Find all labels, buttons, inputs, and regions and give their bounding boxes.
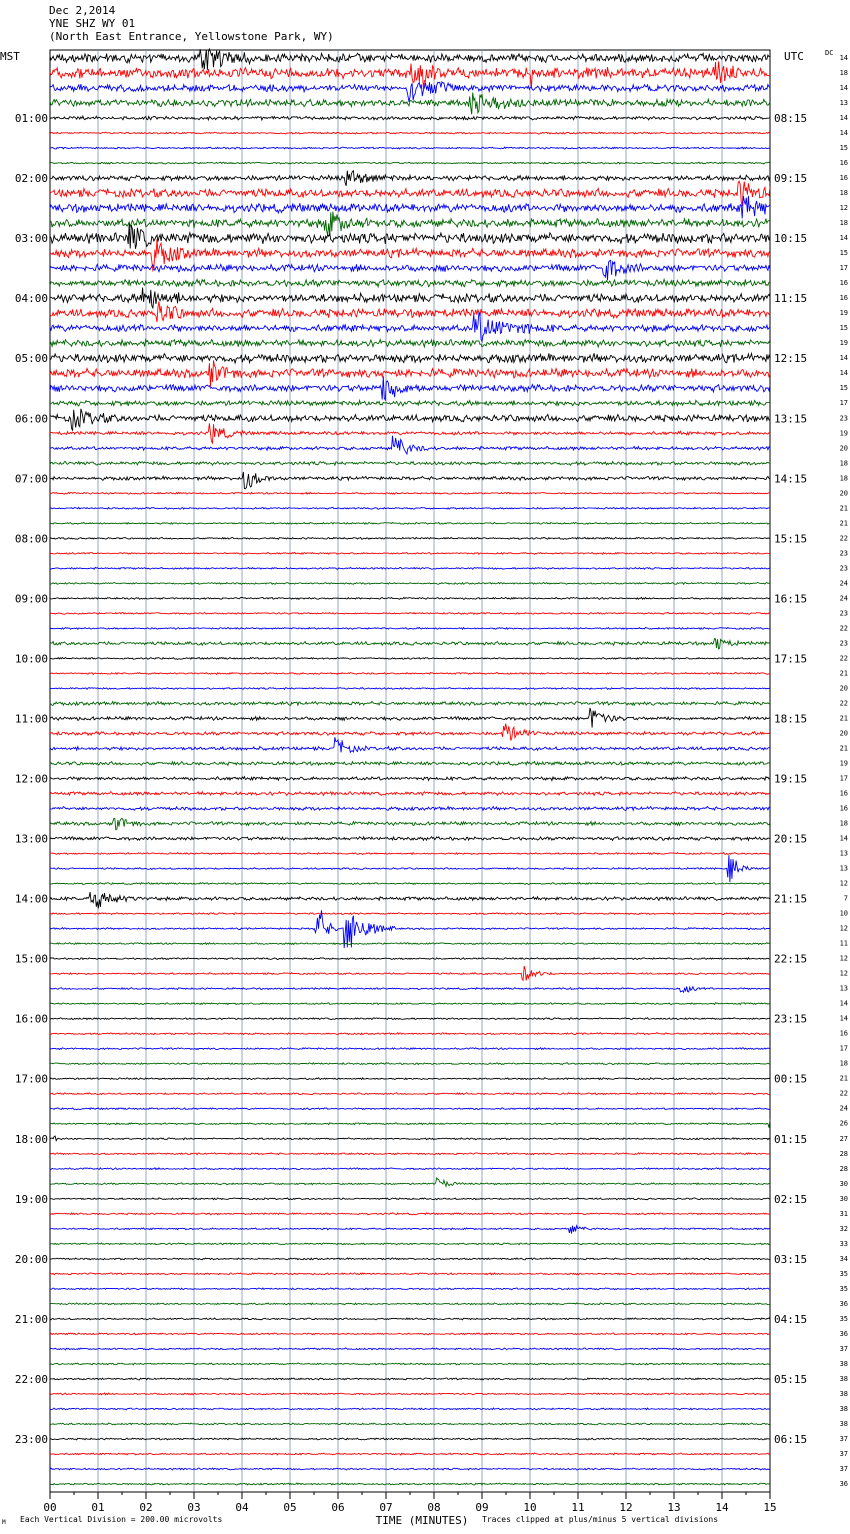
dc-offset-value: 24	[839, 1104, 848, 1113]
x-tick-label: 06	[331, 1501, 345, 1514]
dc-offset-value: 14	[839, 354, 848, 363]
dc-offset-value: 23	[839, 564, 848, 573]
seismic-trace	[50, 1408, 770, 1410]
mst-hour-label: 01:00	[14, 112, 48, 126]
seismic-trace	[50, 1438, 770, 1440]
dc-offset-value: 17	[839, 1044, 848, 1053]
seismic-trace	[50, 522, 770, 524]
utc-hour-label: 21:15	[774, 892, 808, 906]
x-tick-label: 05	[283, 1501, 297, 1514]
seismic-trace	[50, 409, 770, 430]
dc-offset-value: 35	[839, 1269, 848, 1278]
station-location: (North East Entrance, Yellowstone Park, WY)	[49, 30, 334, 43]
dc-offset-value: 26	[839, 1119, 848, 1128]
dc-offset-value: 20	[839, 684, 848, 693]
dc-offset-value: 13	[839, 864, 848, 873]
dc-offset-value: 14	[839, 234, 848, 243]
dc-offset-value: 11	[839, 939, 848, 948]
dc-offset-value: 18	[839, 189, 848, 198]
utc-hour-label: 12:15	[774, 352, 808, 366]
dc-offset-value: 14	[839, 369, 848, 378]
dc-offset-value: 38	[839, 1419, 848, 1428]
seismic-trace	[50, 1243, 770, 1245]
seismic-trace	[50, 260, 770, 280]
utc-hour-label: 18:15	[774, 712, 808, 726]
mst-hour-label: 02:00	[14, 172, 48, 186]
dc-offset-value: 22	[839, 534, 848, 543]
dc-offset-value: 30	[839, 1194, 848, 1203]
dc-offset-value: 20	[839, 444, 848, 453]
x-tick-label: 07	[379, 1501, 393, 1514]
dc-offset-value: 30	[839, 1179, 848, 1188]
seismic-trace	[50, 966, 770, 981]
dc-offset-value: 31	[839, 1209, 848, 1218]
x-tick-label: 12	[619, 1501, 633, 1514]
x-tick-label: 03	[187, 1501, 201, 1514]
dc-offset-value: 15	[839, 144, 848, 153]
dc-offset-value: 15	[839, 384, 848, 393]
dc-offset-value: 22	[839, 699, 848, 708]
dc-offset-value: 22	[839, 624, 848, 633]
seismic-trace	[50, 1063, 770, 1065]
dc-offset-header: DC	[825, 49, 834, 57]
dc-offset-value: 18	[839, 69, 848, 78]
mst-hour-label: 04:00	[14, 292, 48, 306]
dc-offset-value: 38	[839, 1404, 848, 1413]
x-tick-label: 11	[571, 1501, 585, 1514]
seismic-trace	[50, 1213, 770, 1215]
seismic-trace	[50, 1136, 770, 1141]
seismic-trace	[50, 400, 770, 406]
seismic-trace	[50, 537, 770, 539]
dc-offset-value: 21	[839, 744, 848, 753]
mst-hour-label: 14:00	[14, 892, 48, 906]
dc-offset-value: 36	[839, 1299, 848, 1308]
x-tick-label: 09	[475, 1501, 489, 1514]
dc-offset-value: 19	[839, 309, 848, 318]
dc-offset-value: 14	[839, 834, 848, 843]
x-tick-label: 00	[43, 1501, 57, 1514]
seismic-trace	[50, 1003, 770, 1005]
seismic-trace	[50, 1108, 770, 1110]
dc-offset-value: 13	[839, 849, 848, 858]
dc-offset-value: 12	[839, 969, 848, 978]
x-tick-label: 15	[763, 1501, 777, 1514]
dc-offset-value: 37	[839, 1449, 848, 1458]
mst-hour-label: 08:00	[14, 532, 48, 546]
left-timezone-label: MST	[0, 50, 20, 63]
utc-hour-label: 23:15	[774, 1012, 808, 1026]
dc-offset-value: 16	[839, 804, 848, 813]
dc-offset-value: 13	[839, 99, 848, 108]
seismic-trace	[50, 1168, 770, 1170]
dc-offset-value: 19	[839, 429, 848, 438]
mst-hour-label: 05:00	[14, 352, 48, 366]
dc-offset-value: 13	[839, 984, 848, 993]
dc-offset-value: 16	[839, 159, 848, 168]
seismic-trace	[50, 724, 770, 741]
x-tick-label: 02	[139, 1501, 153, 1514]
seismic-trace	[50, 340, 770, 348]
x-tick-label: 01	[91, 1501, 105, 1514]
seismic-trace	[50, 1288, 770, 1290]
seismic-trace	[50, 1483, 770, 1485]
seismic-trace	[50, 1048, 770, 1050]
seismic-trace	[50, 279, 770, 286]
seismic-trace	[50, 708, 770, 728]
seismic-trace	[50, 855, 770, 882]
seismic-trace	[50, 597, 770, 599]
utc-hour-label: 06:15	[774, 1432, 808, 1446]
dc-offset-value: 38	[839, 1389, 848, 1398]
utc-hour-label: 19:15	[774, 772, 808, 786]
seismic-trace	[50, 1093, 770, 1095]
seismic-trace	[50, 1078, 770, 1080]
utc-hour-label: 17:15	[774, 652, 808, 666]
dc-offset-value: 27	[839, 1134, 848, 1143]
seismic-trace	[50, 1363, 770, 1365]
dc-offset-value: 14	[839, 114, 848, 123]
seismic-trace	[50, 1333, 770, 1335]
dc-offset-value: 35	[839, 1314, 848, 1323]
utc-hour-label: 03:15	[774, 1252, 808, 1266]
right-timezone-label: UTC	[784, 50, 804, 63]
seismic-trace	[50, 61, 770, 89]
dc-offset-value: 23	[839, 549, 848, 558]
seismic-trace	[50, 239, 770, 271]
dc-offset-value: 14	[839, 1014, 848, 1023]
dc-offset-value: 19	[839, 339, 848, 348]
mst-hour-label: 12:00	[14, 772, 48, 786]
seismic-trace	[50, 423, 770, 443]
seismic-trace	[50, 1318, 770, 1320]
seismic-trace	[50, 913, 770, 915]
dc-offset-value: 18	[839, 459, 848, 468]
seismic-trace	[50, 762, 770, 766]
seismic-trace	[50, 116, 770, 120]
mst-hour-label: 19:00	[14, 1192, 48, 1206]
mst-hour-label: 22:00	[14, 1372, 48, 1386]
dc-offset-value: 36	[839, 1329, 848, 1338]
mst-hour-label: 23:00	[14, 1432, 48, 1446]
dc-offset-value: 17	[839, 774, 848, 783]
dc-offset-value: 12	[839, 879, 848, 888]
seismic-trace	[50, 462, 770, 466]
mst-hour-label: 13:00	[14, 832, 48, 846]
seismic-trace	[50, 1303, 770, 1305]
dc-offset-value: 18	[839, 819, 848, 828]
dc-offset-value: 21	[839, 504, 848, 513]
dc-offset-value: 17	[839, 264, 848, 273]
dc-offset-value: 24	[839, 594, 848, 603]
dc-offset-value: 21	[839, 1074, 848, 1083]
dc-offset-value: 16	[839, 294, 848, 303]
seismic-trace	[50, 1018, 770, 1020]
utc-hour-label: 00:15	[774, 1072, 808, 1086]
x-tick-label: 04	[235, 1501, 249, 1514]
x-tick-label: 10	[523, 1501, 537, 1514]
seismic-trace	[50, 688, 770, 690]
seismic-trace	[50, 313, 770, 342]
plot-date: Dec 2,2014	[49, 4, 116, 17]
seismic-trace	[50, 777, 770, 781]
mst-hour-label: 21:00	[14, 1312, 48, 1326]
dc-offset-value: 28	[839, 1149, 848, 1158]
seismic-trace	[50, 1348, 770, 1350]
seismic-trace	[50, 567, 770, 569]
dc-offset-value: 15	[839, 249, 848, 258]
seismic-trace	[50, 639, 770, 649]
utc-hour-label: 15:15	[774, 532, 808, 546]
seismic-trace	[50, 49, 770, 70]
dc-offset-value: 33	[839, 1239, 848, 1248]
dc-offset-value: 20	[839, 729, 848, 738]
seismic-trace	[50, 1178, 770, 1186]
seismic-trace	[50, 162, 770, 164]
seismic-trace	[50, 853, 770, 855]
seismic-trace	[50, 883, 770, 885]
dc-offset-value: 18	[839, 1059, 848, 1068]
dc-offset-value: 38	[839, 1359, 848, 1368]
dc-offset-value: 18	[839, 474, 848, 483]
utc-hour-label: 20:15	[774, 832, 808, 846]
seismic-trace	[50, 658, 770, 660]
mst-hour-label: 16:00	[14, 1012, 48, 1026]
dc-offset-value: 21	[839, 519, 848, 528]
seismic-trace	[50, 892, 770, 908]
dc-offset-value: 15	[839, 324, 848, 333]
seismic-trace	[50, 132, 770, 134]
seismic-trace	[50, 987, 770, 993]
seismic-trace	[50, 353, 770, 363]
dc-offset-value: 35	[839, 1284, 848, 1293]
seismic-trace	[50, 627, 770, 629]
seismic-trace	[50, 1468, 770, 1470]
dc-offset-value: 14	[839, 129, 848, 138]
seismic-trace	[50, 737, 770, 752]
seismic-trace	[50, 807, 770, 811]
utc-hour-label: 14:15	[774, 472, 808, 486]
seismic-trace	[50, 1423, 770, 1425]
seismic-trace	[50, 1273, 770, 1275]
seismic-trace	[50, 181, 770, 206]
seismic-trace	[50, 82, 770, 102]
utc-hour-label: 05:15	[774, 1372, 808, 1386]
dc-offset-value: 21	[839, 669, 848, 678]
utc-hour-label: 13:15	[774, 412, 808, 426]
seismic-trace	[50, 1258, 770, 1260]
seismic-trace	[50, 943, 770, 945]
seismic-trace	[50, 360, 770, 386]
utc-hour-label: 10:15	[774, 232, 808, 246]
seismic-trace	[50, 613, 770, 615]
x-tick-label: 08	[427, 1501, 441, 1514]
seismic-trace	[50, 1226, 770, 1234]
dc-offset-value: 18	[839, 219, 848, 228]
seismic-trace	[50, 376, 770, 400]
corner-mark: M	[2, 1519, 6, 1526]
seismic-trace	[50, 436, 770, 454]
dc-offset-value: 34	[839, 1254, 848, 1263]
seismic-trace	[50, 837, 770, 841]
utc-hour-label: 01:15	[774, 1132, 808, 1146]
seismic-trace	[50, 492, 770, 494]
seismic-trace	[50, 224, 770, 249]
dc-offset-value: 37	[839, 1464, 848, 1473]
mst-hour-label: 10:00	[14, 652, 48, 666]
mst-hour-label: 09:00	[14, 592, 48, 606]
utc-hour-label: 09:15	[774, 172, 808, 186]
dc-offset-value: 21	[839, 714, 848, 723]
seismic-trace	[50, 1153, 770, 1155]
seismic-trace	[50, 147, 770, 149]
mst-hour-label: 17:00	[14, 1072, 48, 1086]
dc-offset-value: 16	[839, 789, 848, 798]
x-tick-label: 13	[667, 1501, 681, 1514]
mst-hour-label: 07:00	[14, 472, 48, 486]
mst-hour-label: 15:00	[14, 952, 48, 966]
seismic-trace	[50, 582, 770, 584]
seismic-trace	[50, 212, 770, 236]
dc-offset-value: 22	[839, 1089, 848, 1098]
dc-offset-value: 12	[839, 954, 848, 963]
seismic-trace	[50, 818, 770, 829]
dc-offset-value: 23	[839, 639, 848, 648]
mst-hour-label: 06:00	[14, 412, 48, 426]
seismic-trace	[50, 958, 770, 960]
dc-offset-value: 20	[839, 489, 848, 498]
dc-offset-value: 24	[839, 579, 848, 588]
dc-offset-value: 12	[839, 204, 848, 213]
utc-hour-label: 22:15	[774, 952, 808, 966]
vertical-division-note: Each Vertical Division = 200.00 microvolts	[20, 1515, 223, 1524]
dc-offset-value: 37	[839, 1434, 848, 1443]
seismic-trace	[50, 1120, 770, 1128]
mst-hour-label: 03:00	[14, 232, 48, 246]
dc-offset-value: 38	[839, 1374, 848, 1383]
dc-offset-value: 17	[839, 399, 848, 408]
plot-frame	[50, 50, 770, 1492]
dc-offset-value: 36	[839, 1480, 848, 1488]
mst-hour-label: 20:00	[14, 1252, 48, 1266]
station-code: YNE SHZ WY 01	[49, 17, 136, 30]
dc-offset-value: 23	[839, 414, 848, 423]
seismic-trace	[50, 301, 770, 322]
seismic-trace	[50, 196, 770, 219]
mst-hour-label: 18:00	[14, 1132, 48, 1146]
seismic-trace	[50, 1198, 770, 1200]
x-axis-title: TIME (MINUTES)	[375, 1514, 469, 1527]
dc-offset-value: 16	[839, 279, 848, 288]
utc-hour-label: 11:15	[774, 292, 808, 306]
utc-hour-label: 08:15	[774, 112, 808, 126]
x-tick-label: 14	[715, 1501, 729, 1514]
dc-offset-value: 28	[839, 1164, 848, 1173]
seismic-trace	[50, 1453, 770, 1455]
dc-offset-value: 7	[843, 894, 848, 903]
seismic-trace	[50, 673, 770, 675]
seismic-trace	[50, 171, 770, 186]
seismic-trace	[50, 1378, 770, 1380]
seismic-trace	[50, 792, 770, 796]
seismic-trace	[50, 1393, 770, 1395]
seismic-trace	[50, 1033, 770, 1035]
dc-offset-value: 14	[839, 999, 848, 1008]
dc-offset-value: 23	[839, 609, 848, 618]
dc-offset-value: 14	[839, 54, 848, 62]
dc-offset-value: 22	[839, 654, 848, 663]
dc-offset-value: 37	[839, 1344, 848, 1353]
seismic-trace	[50, 552, 770, 554]
dc-offset-value: 16	[839, 174, 848, 183]
dc-offset-value: 14	[839, 84, 848, 93]
dc-offset-value: 10	[839, 909, 848, 918]
utc-hour-label: 02:15	[774, 1192, 808, 1206]
utc-hour-label: 16:15	[774, 592, 808, 606]
seismic-trace	[50, 472, 770, 489]
dc-offset-value: 16	[839, 1029, 848, 1038]
dc-offset-value: 19	[839, 759, 848, 768]
dc-offset-value: 32	[839, 1224, 848, 1233]
dc-offset-value: 12	[839, 924, 848, 933]
clipping-note: Traces clipped at plus/minus 5 vertical divisions	[482, 1515, 719, 1524]
mst-hour-label: 11:00	[14, 712, 48, 726]
seismic-trace	[50, 702, 770, 706]
utc-hour-label: 04:15	[774, 1312, 808, 1326]
seismic-trace	[50, 507, 770, 509]
